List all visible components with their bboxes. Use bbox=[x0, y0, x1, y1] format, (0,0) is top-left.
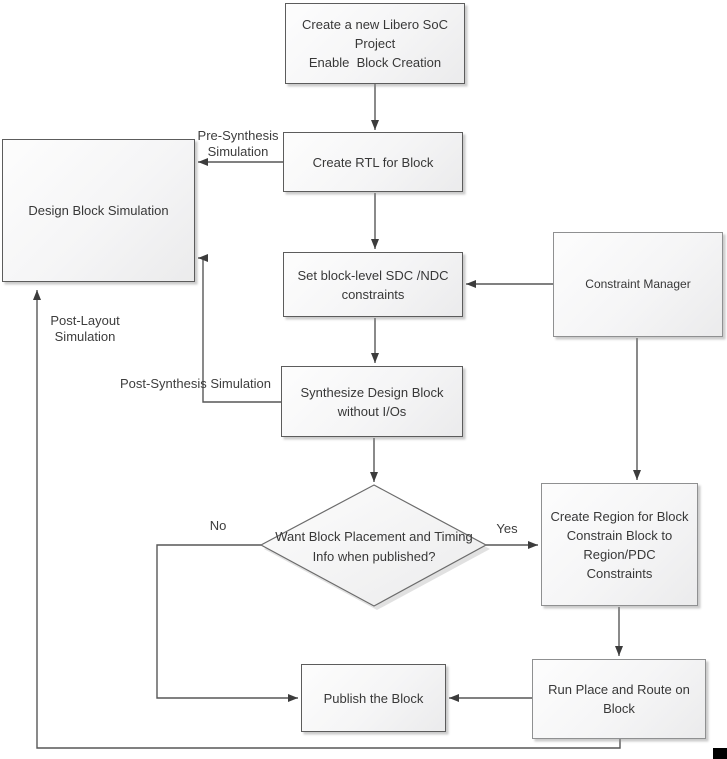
node-create-region-label: Create Region for Block Constrain Block to Region/PDC Constraints bbox=[550, 508, 689, 581]
node-create-project bbox=[285, 3, 465, 84]
node-run-place-route bbox=[532, 659, 706, 739]
node-synthesize-label: Synthesize Design Block without I/Os bbox=[300, 384, 444, 419]
node-create-region bbox=[541, 483, 698, 606]
node-create-rtl bbox=[283, 132, 463, 192]
node-constraint-manager bbox=[553, 232, 723, 337]
node-create-project-line1: Create a new Libero SoC Project bbox=[302, 17, 448, 51]
node-sdc-constraints-label: Set block-level SDC /NDC constraints bbox=[297, 267, 449, 302]
node-publish-block bbox=[301, 664, 446, 732]
node-design-block-simulation bbox=[2, 139, 195, 282]
label-post-synthesis-simulation: Post-Synthesis Simulation bbox=[120, 376, 272, 391]
node-create-rtl-label: Create RTL for Block bbox=[312, 154, 434, 170]
node-constraint-manager-label: Constraint Manager bbox=[585, 277, 691, 291]
label-pre-synthesis-simulation: Pre-Synthesis Simulation bbox=[197, 128, 279, 159]
label-no: No bbox=[209, 518, 227, 533]
cursor-artifact bbox=[713, 748, 727, 759]
edge-decision-no bbox=[157, 545, 298, 698]
decision-diamond-label: Want Block Placement and Timing Info when published? bbox=[275, 529, 473, 564]
label-yes: Yes bbox=[496, 521, 518, 536]
node-create-project-line2: Enable Block Creation bbox=[308, 55, 442, 70]
node-run-place-route-label: Run Place and Route on Block bbox=[548, 682, 690, 716]
node-design-block-simulation-label: Design Block Simulation bbox=[28, 203, 169, 218]
node-sdc-constraints bbox=[283, 252, 463, 317]
node-synthesize bbox=[281, 366, 463, 437]
label-post-layout-simulation: Post-Layout Simulation bbox=[50, 313, 120, 344]
node-publish-block-label: Publish the Block bbox=[323, 690, 424, 706]
